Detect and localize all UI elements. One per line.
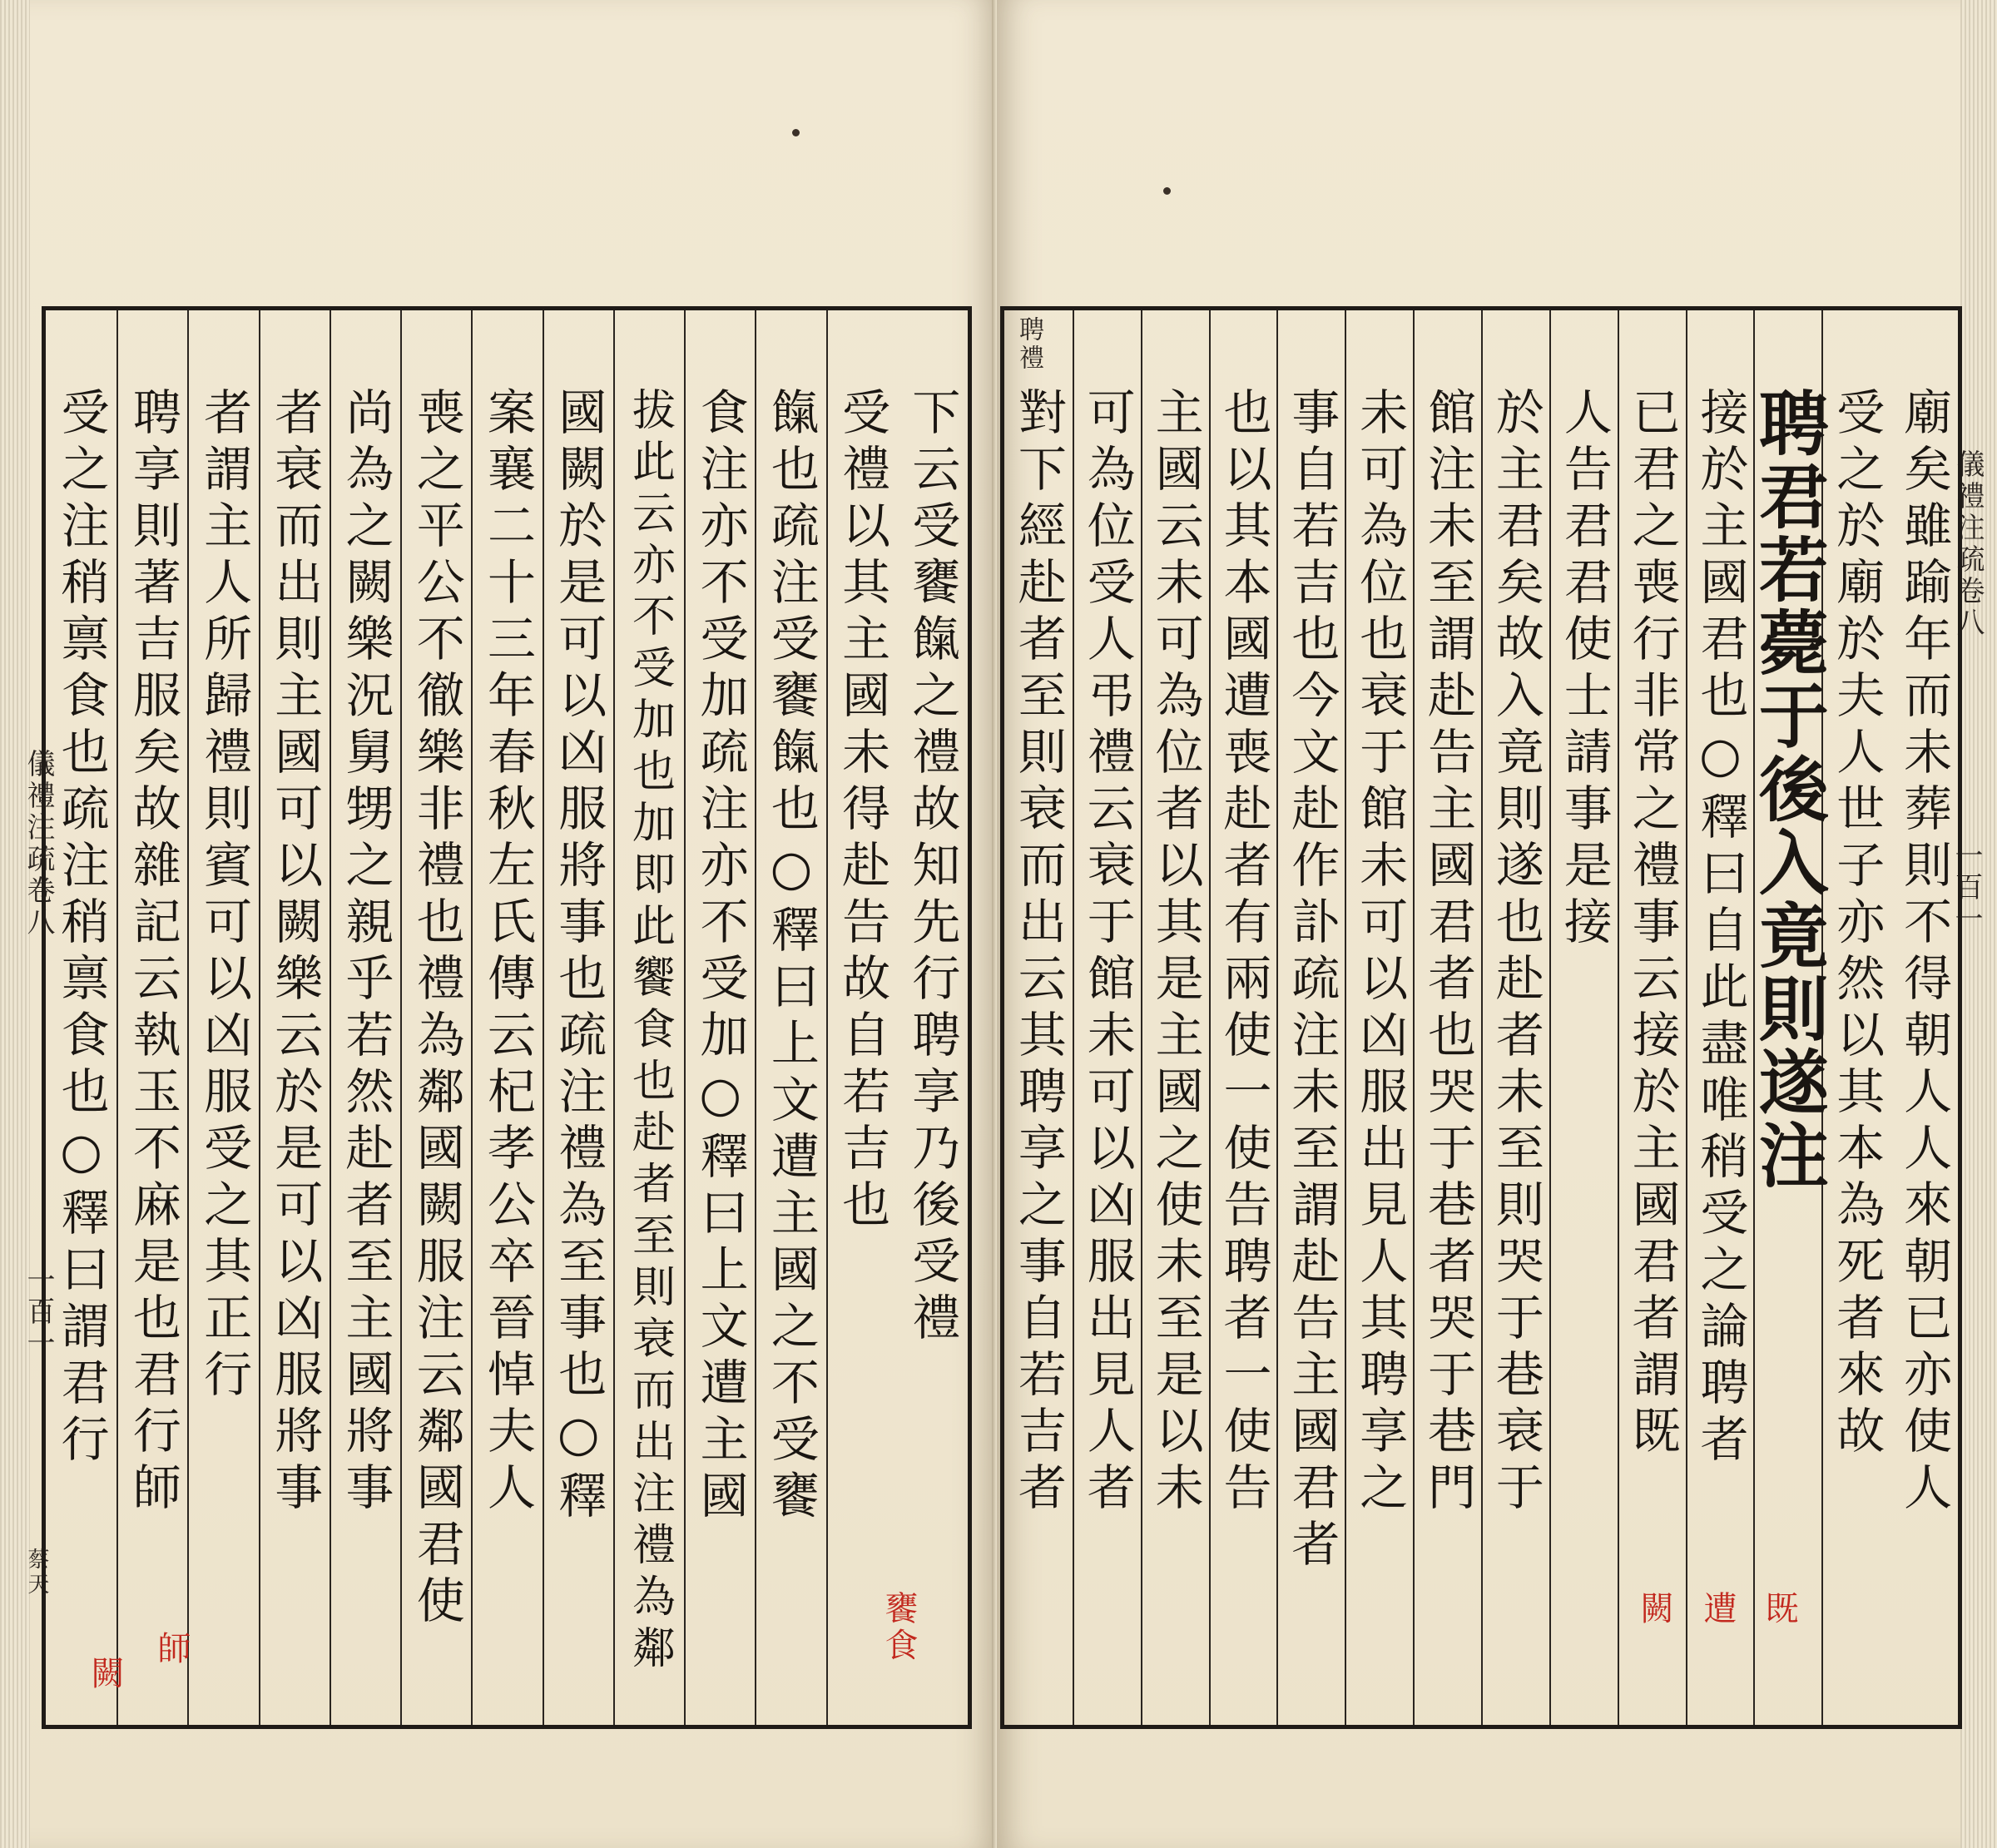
column-text: 可為位受人弔禮云衰于館未可以凶服出見人者 xyxy=(1078,387,1136,1519)
text-column xyxy=(116,310,187,1725)
right-page xyxy=(997,0,1997,1848)
column-text: 廟矣雖踰年而未葬則不得朝人人來朝已亦使人 xyxy=(1895,387,1953,1519)
text-column xyxy=(400,310,471,1725)
text-column xyxy=(1276,310,1345,1725)
column-text: 主國云未可為位者以其是主國之使未至是以未 xyxy=(1147,387,1204,1519)
column-text: 對下經赴者至則衰而出云其聘享之事自若吉者 xyxy=(1009,387,1067,1519)
column-text: 聘君若薨于後入竟則遂注 xyxy=(1747,387,1831,1192)
text-column xyxy=(1821,310,1890,1725)
column-text: 喪之平公不徹樂非禮也禮為鄰國闕服注云鄰國君使 xyxy=(408,387,465,1632)
text-column xyxy=(1549,310,1618,1725)
text-column xyxy=(1618,310,1686,1725)
column-text: 者衰而出則主國可以闕樂云於是可以凶服將事 xyxy=(266,387,324,1519)
text-column xyxy=(897,310,968,1725)
column-text: 者謂主人所歸禮則賓可以凶服受之其正行 xyxy=(196,387,253,1405)
text-column xyxy=(543,310,613,1725)
left-text-frame xyxy=(42,306,972,1729)
text-column xyxy=(187,310,258,1725)
column-text: 受之於廟於夫人世子亦然以其本為死者來故 xyxy=(1828,387,1886,1462)
column-text: 食注亦不受加疏注亦不受加○釋曰上文遭主國 xyxy=(691,387,749,1527)
text-column xyxy=(330,310,400,1725)
text-column xyxy=(46,310,116,1725)
text-column xyxy=(1890,310,1958,1725)
text-column xyxy=(1209,310,1277,1725)
right-folio-number: 一百一 xyxy=(1950,840,1983,935)
column-text: 國闕於是可以凶服將事也疏注禮為至事也○釋 xyxy=(550,387,607,1527)
text-column xyxy=(755,310,825,1725)
text-column xyxy=(1413,310,1481,1725)
column-text: 拔此云亦不受加也加即此饗食也赴者至則衰而出注禮為鄰 xyxy=(624,387,675,1677)
left-footer-mark: 蔡天 xyxy=(24,1548,49,1598)
left-folio-number: 一百一 xyxy=(22,1265,55,1360)
left-annotation-2: 師 xyxy=(152,1631,191,1667)
column-text: 人告君君使士請事是接 xyxy=(1555,387,1613,953)
text-column xyxy=(1481,310,1549,1725)
text-column xyxy=(826,310,897,1725)
ink-dot xyxy=(792,129,800,136)
column-text: 下云受饔餼之禮故知先行聘享乃後受禮 xyxy=(904,387,961,1349)
text-column xyxy=(1141,310,1209,1725)
column-text: 案襄二十三年春秋左氏傳云杞孝公卒晉悼夫人 xyxy=(478,387,536,1519)
text-column xyxy=(1686,310,1754,1725)
text-column xyxy=(1747,310,1831,1725)
left-page xyxy=(0,0,997,1848)
right-margin-label: 儀禮注疏卷八 xyxy=(1951,449,1985,639)
text-column xyxy=(1073,310,1141,1725)
column-text: 於主君矣故入竟則遂也赴者未至則哭于巷衰于 xyxy=(1487,387,1544,1519)
right-annotation-3: 既 xyxy=(1760,1591,1798,1628)
column-text: 未可為位也衰于館未可以凶服出見人其聘享之 xyxy=(1351,387,1409,1519)
right-annotation-2: 遭 xyxy=(1698,1591,1737,1628)
column-text: 也以其本國遭喪赴者有兩使一使告聘者一使告 xyxy=(1215,387,1272,1519)
ink-dot xyxy=(1163,187,1171,195)
column-text: 接於主國君也○釋曰自此盡唯稍受之論聘者 xyxy=(1692,387,1749,1470)
text-column xyxy=(684,310,755,1725)
column-text: 館注未至謂赴告主國君者也哭于巷者哭于巷門 xyxy=(1420,387,1477,1519)
left-margin-label: 儀禮注疏卷八 xyxy=(22,749,55,939)
center-label: 聘禮 xyxy=(1014,316,1043,373)
right-annotation-1: 闕 xyxy=(1635,1591,1673,1628)
column-text: 尚為之闕樂況舅甥之親乎若然赴者至主國將事 xyxy=(337,387,394,1519)
left-annotation-3: 闕 xyxy=(86,1656,124,1692)
right-text-frame xyxy=(1000,306,1962,1729)
column-text: 聘享則著吉服矣故雜記云執玉不麻是也君行師 xyxy=(124,387,181,1519)
text-column xyxy=(1004,310,1073,1725)
text-column xyxy=(471,310,542,1725)
column-text: 餼也疏注受饔餼也○釋曰上文遭主國之不受饔 xyxy=(762,387,820,1527)
column-text: 受之注稍禀食也疏注稍禀食也○釋曰謂君行 xyxy=(52,387,110,1470)
column-text: 事自若吉也今文赴作訃疏注未至謂赴告主國君者 xyxy=(1283,387,1340,1575)
text-column xyxy=(613,310,684,1725)
column-text: 受禮以其主國未得赴告故自若吉也 xyxy=(834,387,891,1236)
text-column xyxy=(1345,310,1413,1725)
text-column xyxy=(259,310,330,1725)
left-annotation-1: 饔食 xyxy=(880,1591,918,1664)
column-text: 已君之喪行非常之禮事云接於主國君者謂既 xyxy=(1623,387,1681,1462)
